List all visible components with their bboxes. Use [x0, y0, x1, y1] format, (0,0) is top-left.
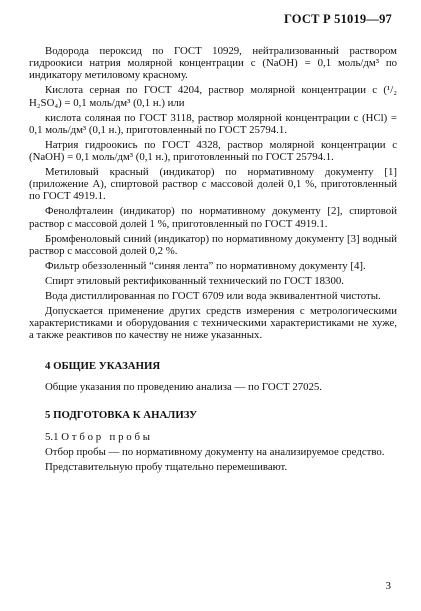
reagent-paragraph: кислота соляная по ГОСТ 3118, раствор молярной концентрации c (HCl) = 0,1 моль/дм³ (0,1 н.), приготовленный по ГОСТ 25794.1. [29, 111, 397, 136]
reagent-paragraph: Водорода пероксид по ГОСТ 10929, нейтрализованный раствором гидроокиси натрия молярной концентрации c (NaOH) = 0,1 моль/дм³ по индикатору метиловому красному. [29, 45, 397, 82]
document-code-header: ГОСТ Р 51019—97 [283, 12, 392, 26]
subsection-5-1-heading [29, 431, 397, 443]
reagent-paragraph: Кислота серная по ГОСТ 4204, раствор молярной концентрации c (¹/₂ H₂SO₄) = 0,1 моль/дм³ (0,1 н.) или [29, 84, 397, 109]
reagent-paragraph: Допускается применение других средств измерения с метрологическими характеристиками и оборудования с техническими характеристиками не хуже, а также реактивов по качеству не ниже указанных. [29, 304, 397, 342]
subsection-title: Отбор пробы [61, 430, 153, 443]
document-body [29, 45, 397, 476]
reagent-paragraph: Фильтр обеззоленный “синяя лента” по нормативному документу [4]. [45, 259, 366, 272]
reagent-paragraph: Фенолфталеин (индикатор) по нормативному документу [2], спиртовой раствор с массовой долей 1 %, приготовленный по ГОСТ 4919.1. [29, 205, 397, 230]
subsection-number: 5.1 [45, 430, 59, 443]
section-5-text: Отбор пробы — по нормативному документу на анализируемое средство. [45, 445, 385, 458]
reagent-paragraph: Вода дистиллированная по ГОСТ 6709 или вода эквивалентной чистоты. [45, 289, 381, 302]
section-5-text: Представительную пробу тщательно перемешивают. [45, 460, 288, 473]
page-number: 3 [385, 580, 391, 592]
reagent-paragraph: Метиловый красный (индикатор) по нормативному документу [1] (приложение А), спиртовой раствор с массовой долей 0,1 %, приготовленный по ГОСТ 4919.1. [29, 166, 397, 203]
reagent-paragraph: Натрия гидроокись по ГОСТ 4328, раствор молярной концентрации c (NaOH) = 0,1 моль/дм³ (0,1 н.), приготовленный по ГОСТ 25794.1. [29, 138, 397, 164]
reagent-paragraph: Спирт этиловый ректификованный технический по ГОСТ 18300. [45, 274, 344, 287]
section-4-heading: 4 ОБЩИЕ УКАЗАНИЯ [45, 360, 161, 373]
section-4-text: Общие указания по проведению анализа — по ГОСТ 27025. [45, 381, 323, 394]
section-5-heading: 5 ПОДГОТОВКА К АНАЛИЗУ [45, 409, 198, 422]
reagent-paragraph: Бромфеноловый синий (индикатор) по нормативному документу [3] водный раствор с массовой долей 0,2 %. [29, 232, 397, 257]
